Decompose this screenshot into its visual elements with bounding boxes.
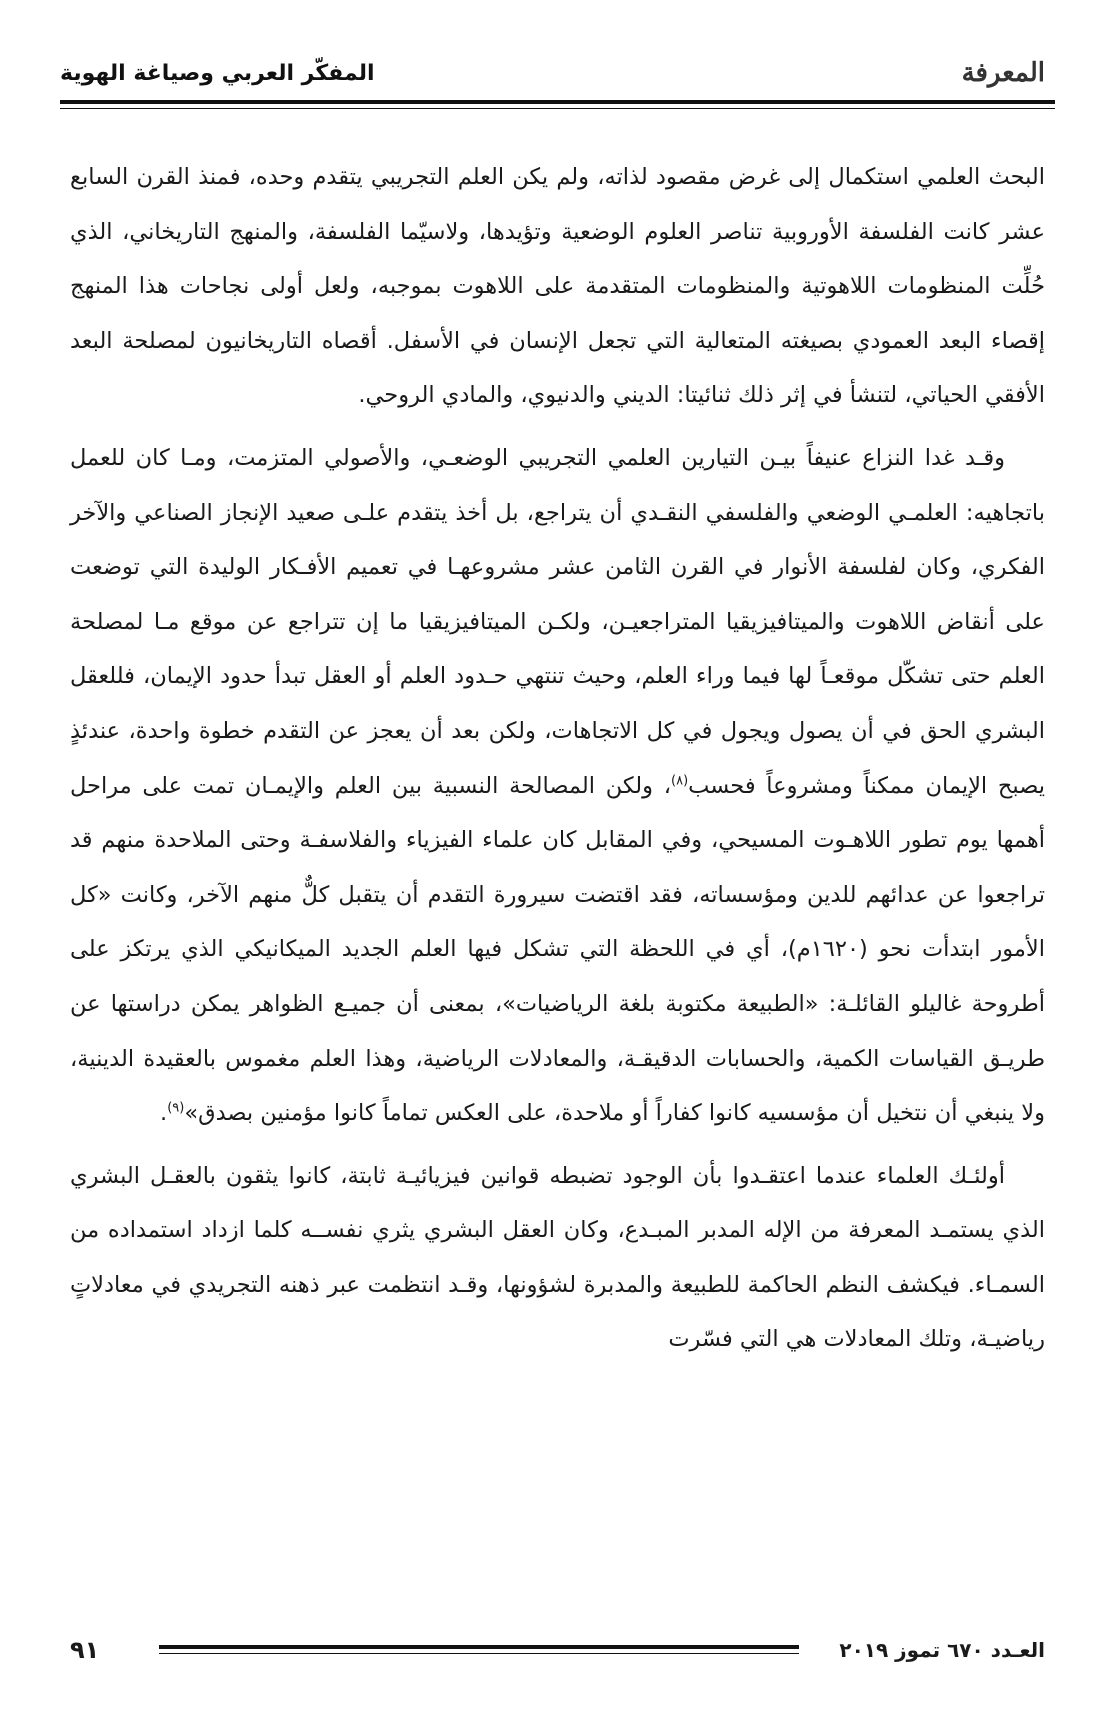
issue-label: العـدد ٦٧٠ تموز ٢٠١٩	[839, 1638, 1045, 1662]
page-footer	[70, 1630, 1045, 1670]
page-header	[60, 48, 1045, 98]
article-body	[70, 150, 1045, 1367]
paragraph: أولئـك العلماء عندما اعتقـدوا بأن الوجود تضبطه قوانين فيزيائيـة ثابتة، كانوا يثقون بالعقـل البشري الذي يستمـد المعرفة من الإله المدبر المبـدع، وكان العقل البشري يثري نفســه كلما ازداد استمداده من السمـاء. فيكشف النظم الحاكمة للطبيعة والمدبرة لشؤونها، وقـد انتظمت عبر ذهنه التجريدي في معادلاتٍ رياضيـة، وتلك المعادلات هي التي فسّرت	[70, 1162, 1045, 1353]
footnote-ref[interactable]: (٨)	[671, 773, 689, 789]
footnote-ref[interactable]: (٩)	[167, 1100, 185, 1116]
header-rule-thin	[60, 108, 1055, 109]
footer-rule-thin	[159, 1653, 799, 1654]
header-rule-thick	[60, 100, 1055, 104]
footer-rule-thick	[159, 1645, 799, 1649]
paragraph: البحث العلمي استكمال إلى غرض مقصود لذاته، ولم يكن العلم التجريبي يتقدم وحده، فمنذ القرن السابع عشر كانت الفلسفة الأوروبية تناصر العلوم الوضعية وتؤيدها، ولاسيّما الفلسفة، والمنهج التاريخاني، الذي حُلِّت المنظومات اللاهوتية والمنظومات المتقدمة على اللاهوت بموجبه، ولعل أولى نجاحات هذا المنهج إقصاء البعد العمودي بصيغته المتعالية التي تجعل الإنسان في الأسفل. أقصاه التاريخانيون لمصلحة البعد الأفقي الحياتي، لتنشأ في إثر ذلك ثنائيتا: الديني والدنيوي، والمادي الروحي.	[70, 164, 1045, 409]
magazine-logo: المعرفة	[961, 58, 1045, 88]
footer-rules	[159, 1643, 799, 1657]
paragraph: وقـد غدا النزاع عنيفاً بيـن التيارين العلمي التجريبي الوضعـي، والأصولي المتزمت، ومـا كان للعمل باتجاهيه: العلمـي الوضعي والفلسفي النقـدي أن يتراجع، بل أخذ يتقدم علـى صعيد الإنجاز الصناعي والآخر الفكري، وكان لفلسفة الأنوار في القرن الثامن عشر مشروعهـا في تعميم الأفـكار الوليدة التي توضعت على أنقاض اللاهوت والميتافيزيقيا المتراجعيـن، ولكـن الميتافيزيقيا ما إن تتراجع عن موقع مـا لمصلحة العلم حتى تشكّل موقعـاً لها فيما وراء العلم، وحيث تنتهي حـدود العلم أو العقل تبدأ حدود الإيمان، فللعقل البشري الحق في أن يصول ويجول في كل الاتجاهات، ولكن بعد أن يعجز عن التقدم خطوة واحدة، عندئذٍ يصبح الإيمان ممكناً ومشروعاً فحسب$^{(٨)}$، ولكن المصالحة النسبية بين العلم والإيمـان تمت على مراحل أهمها يوم تطور اللاهـوت المسيحي، وفي المقابل كان علماء الفيزياء والفلاسفـة وحتى الملاحدة منهم قد تراجعوا عن عدائهم للدين ومؤسساته، فقد اقتضت سيرورة التقدم أن يتقبل كلٌّ منهم الآخر، وكانت «كل الأمور ابتدأت نحو (١٦٢٠م)، أي في اللحظة التي تشكل فيها العلم الجديد الميكانيكي الذي يرتكز على أطروحة غاليلو القائلـة: «الطبيعة مكتوبة بلغة الرياضيات»، بمعنى أن جميـع الظواهر يمكن دراستها عن طريـق القياسات الكمية، والحسابات الدقيقـة، والمعادلات الرياضية، وهذا العلم مغموس بالعقيدة الدينية، ولا ينبغي أن نتخيل أن مؤسسيه كانوا كفاراً أو ملاحدة، على العكس تماماً كانوا مؤمنين بصدق»$^{(٩)}$.	[70, 444, 1045, 1127]
page-number: ٩١	[70, 1636, 100, 1664]
running-title: المفكّر العربي وصياغة الهوية	[60, 60, 375, 86]
